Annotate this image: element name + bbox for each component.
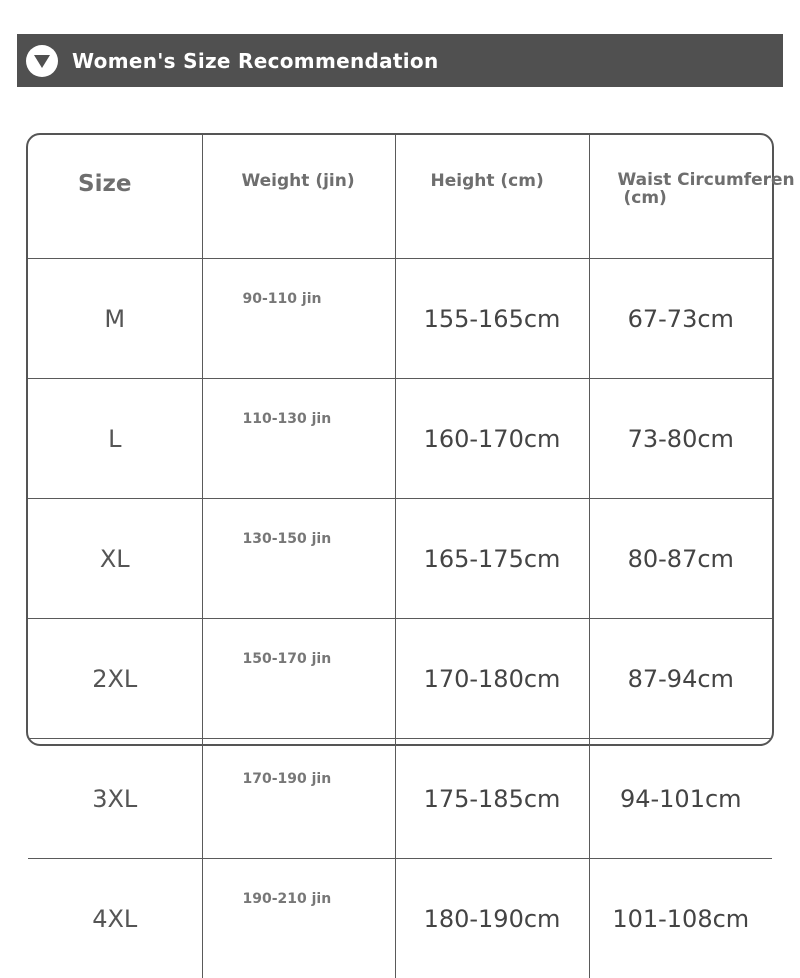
table-row — [28, 859, 772, 978]
height-cell: 160-170cm — [395, 379, 589, 499]
waist-cell: 80-87cm — [589, 499, 772, 619]
size-cell: M — [28, 259, 202, 379]
table-header-row — [28, 135, 772, 259]
chevron-down-icon — [26, 45, 58, 77]
size-cell: 3XL — [28, 739, 202, 859]
waist-cell: 101-108cm — [589, 859, 772, 978]
table-row — [28, 379, 772, 499]
waist-cell: 67-73cm — [589, 259, 772, 379]
size-cell: 4XL — [28, 859, 202, 978]
waist-cell: 73-80cm — [589, 379, 772, 499]
column-header-waist-unit: (cm) — [618, 189, 773, 207]
section-header — [17, 34, 783, 87]
weight-cell: 110-130 jin — [202, 379, 395, 499]
column-header-weight: Weight (jin) — [202, 135, 395, 259]
size-table — [26, 133, 774, 746]
size-cell: 2XL — [28, 619, 202, 739]
height-cell: 180-190cm — [395, 859, 589, 978]
table-row — [28, 619, 772, 739]
height-cell: 175-185cm — [395, 739, 589, 859]
weight-cell: 130-150 jin — [202, 499, 395, 619]
height-cell: 170-180cm — [395, 619, 589, 739]
table-row — [28, 259, 772, 379]
column-header-size: Size — [28, 135, 202, 259]
column-header-waist-line1: Waist Circumferen — [618, 170, 795, 190]
size-cell: L — [28, 379, 202, 499]
column-header-height: Height (cm) — [395, 135, 589, 259]
height-cell: 155-165cm — [395, 259, 589, 379]
weight-cell: 150-170 jin — [202, 619, 395, 739]
table-row — [28, 739, 772, 859]
table-row — [28, 499, 772, 619]
waist-cell: 94-101cm — [589, 739, 772, 859]
weight-cell: 170-190 jin — [202, 739, 395, 859]
page-title: Women's Size Recommendation — [72, 49, 439, 73]
waist-cell: 87-94cm — [589, 619, 772, 739]
height-cell: 165-175cm — [395, 499, 589, 619]
size-cell: XL — [28, 499, 202, 619]
weight-cell: 190-210 jin — [202, 859, 395, 978]
weight-cell: 90-110 jin — [202, 259, 395, 379]
column-header-waist — [589, 135, 772, 259]
